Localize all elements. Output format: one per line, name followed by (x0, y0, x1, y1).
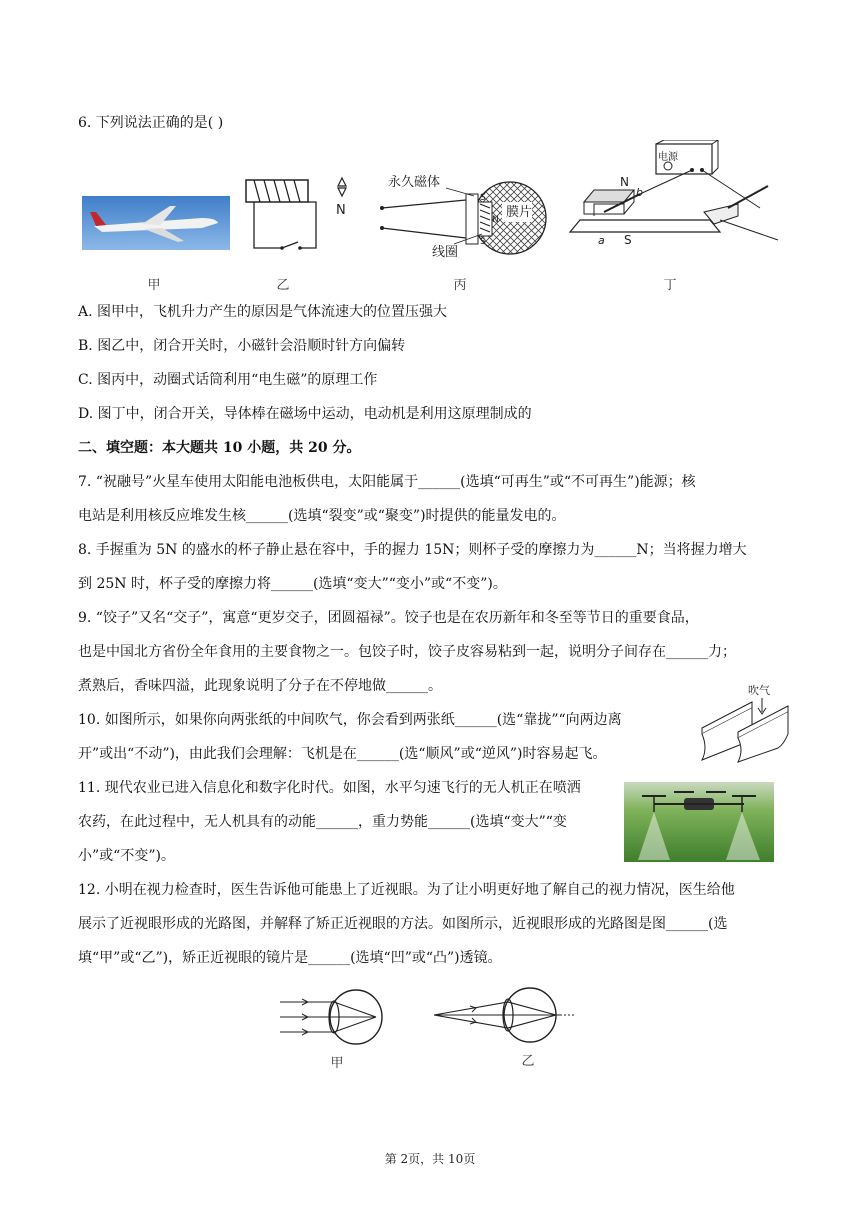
fig-caption-jia: 甲 (147, 278, 161, 293)
solenoid-circuit-diagram (242, 176, 362, 260)
q12-line-1: 12. 小明在视力检查时，医生告诉他可能患上了近视眼。为了让小明更好地了解自己的视力情况，医生给他 (78, 882, 735, 898)
q11-line-1: 11. 现代农业已进入信息化和数字化时代。如图，水平匀速飞行的无人机正在喷洒 (78, 780, 581, 796)
motor-n-label: N (620, 175, 629, 189)
q11-line-3: 小”或“不变”)。 (78, 848, 175, 864)
compass-n-label: N (336, 203, 346, 218)
q11-line-2: 农药，在此过程中，无人机具有的动能______，重力势能______(选填“变大”“变 (78, 814, 567, 830)
eye-caption-yi: 乙 (521, 1054, 535, 1069)
fig-caption-bing: 丙 (453, 278, 467, 293)
eye-diagram-jia (276, 986, 396, 1048)
q12-line-3: 填“甲”或“乙”)，矫正近视眼的镜片是______(选填“凹”或“凸”)透镜。 (78, 950, 502, 966)
q6-option-a: A. 图甲中，飞机升力产生的原因是气体流速大的位置压强大 (78, 304, 448, 320)
q6-option-d: D. 图丁中，闭合开关，导体棒在磁场中运动，电动机是利用这原理制成的 (78, 406, 532, 422)
n-label-mic: N (492, 215, 499, 225)
q10-line-2: 开”或出“不动”)，由此我们会理解：飞机是在______(选“顺风”或“逆风”)时容易起飞。 (78, 746, 607, 762)
paper-blowing-diagram (694, 684, 804, 764)
q6-option-c: C. 图丙中，动圈式话筒利用“电生磁”的原理工作 (78, 372, 378, 388)
dynamic-microphone-diagram (374, 164, 550, 262)
q10-line-1: 10. 如图所示，如果你向两张纸的中间吹气，你会看到两张纸______(选“靠拢”“向两边离 (78, 712, 622, 728)
q8-line-2: 到 25N 时，杯子受的摩擦力将______(选填“变大”“变小”或“不变”)。 (78, 576, 507, 592)
drone-spraying-image (624, 782, 774, 862)
power-label: 电源 (658, 152, 678, 163)
q12-line-2: 展示了近视眼形成的光路图，并解释了矫正近视眼的方法。如图所示，近视眼形成的光路图是图______(选 (78, 916, 728, 932)
eye-diagram-yi (430, 984, 580, 1046)
permanent-magnet-label: 永久磁体 (388, 175, 441, 190)
label-b: b (636, 186, 643, 199)
eye-caption-jia: 甲 (330, 1056, 344, 1071)
q6-option-b: B. 图乙中，闭合开关时，小磁针会沿顺时针方向偏转 (78, 338, 406, 354)
q6-stem: 6. 下列说法正确的是( ) (78, 115, 224, 131)
blow-label: 吹气 (748, 684, 770, 697)
section-heading: 二、填空题：本大题共 10 小题，共 20 分。 (78, 440, 361, 456)
airplane-image (82, 196, 230, 250)
diaphragm-label: 膜片 (506, 205, 533, 220)
q7-line-1: 7. “祝融号”火星车使用太阳能电池板供电，太阳能属于______(选填“可再生”或“不可再生”)能源；核 (78, 474, 696, 490)
label-a: a (598, 234, 605, 246)
page-footer: 第 2页，共 10页 (384, 1152, 476, 1166)
q8-line-1: 8. 手握重为 5N 的盛水的杯子静止悬在容中，手的握力 15N；则杯子受的摩擦力为______N；当将握力增大 (78, 542, 747, 558)
fig-caption-ding: 丁 (663, 278, 677, 293)
q9-line-1: 9. “饺子”又名“交子”，寓意“更岁交子，团圆福禄”。饺子也是在农历新年和冬至等节日的重要食品， (78, 610, 699, 626)
q9-line-3: 煮熟后，香味四溢，此现象说明了分子在不停地做______。 (78, 678, 442, 694)
motor-s-label: S (624, 233, 632, 246)
fig-caption-yi: 乙 (276, 278, 290, 293)
q9-line-2: 也是中国北方省份全年食用的主要食物之一。包饺子时，饺子皮容易粘到一起，说明分子间存在______力； (78, 644, 736, 660)
s-label-top: S (480, 193, 486, 203)
motor-experiment-diagram (564, 140, 784, 246)
coil-label: 线圈 (432, 245, 459, 260)
s-label-bottom: S (480, 237, 486, 247)
q7-line-2: 电站是利用核反应堆发生核______(选填“裂变”或“聚变”)时提供的能量发电的。 (78, 508, 566, 524)
